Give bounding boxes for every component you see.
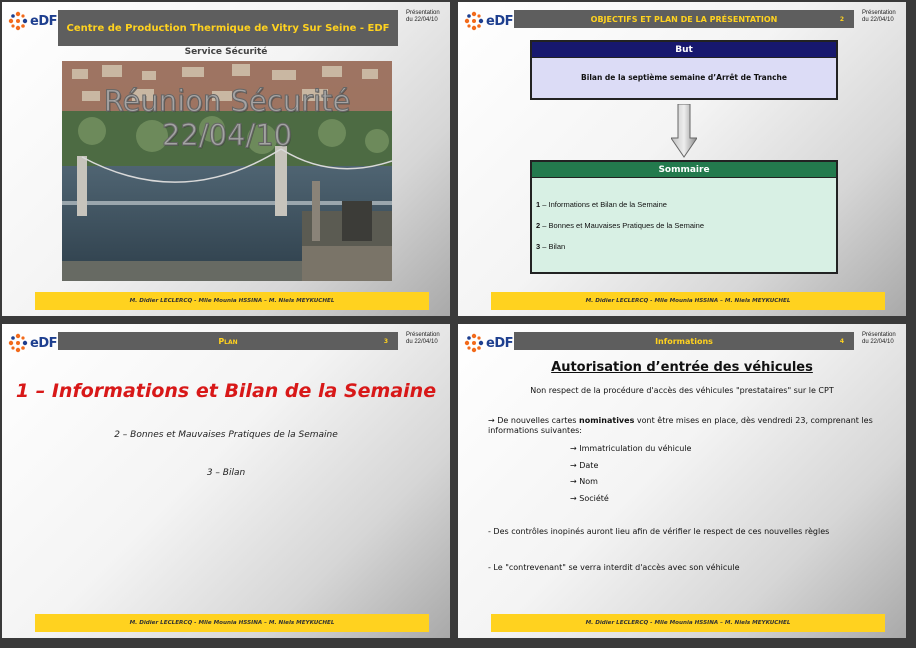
slide-footer: M. Didier LECLERCQ - Mlle Mounia HSSINA – M. Niels MEYKUCHEL <box>491 614 885 632</box>
service-label: Service Sécurité <box>184 47 268 57</box>
edf-flower-icon <box>8 11 28 31</box>
edf-logo-text: eDF <box>30 335 57 351</box>
down-arrow-icon <box>671 104 697 158</box>
slide-title: Centre de Production Thermique de Vitry Sur Seine - EDF <box>58 10 398 46</box>
section-heading: Autorisation d’entrée des véhicules <box>551 360 813 375</box>
edf-flower-icon <box>8 333 28 353</box>
slide-2 <box>458 2 906 316</box>
edf-logo <box>464 10 513 32</box>
list-item: 3 – Bilan <box>536 242 566 251</box>
section-subtitle: Non respect de la procédure d'accès des véhicules "prestataires" sur le CPT <box>530 386 834 395</box>
but-header: But <box>532 42 836 58</box>
slide-number: 3 <box>383 337 388 345</box>
card-info-list <box>570 444 691 510</box>
but-box <box>530 40 838 100</box>
sommaire-list <box>532 178 836 251</box>
presentation-date-text: du 22/04/10 <box>862 339 894 345</box>
presentation-label: Présentation <box>862 10 896 16</box>
list-item: → Société <box>570 493 609 503</box>
presentation-label: Présentation <box>406 10 440 16</box>
presentation-date <box>862 10 902 24</box>
headline-line1: Réunion Sécurité <box>103 84 351 118</box>
edf-flower-icon <box>464 11 484 31</box>
slide-4 <box>458 324 906 638</box>
presentation-date-text: du 22/04/10 <box>406 339 438 345</box>
slide-title: Plan <box>218 336 238 346</box>
slide-3 <box>2 324 450 638</box>
headline-line2: 22/04/10 <box>161 118 293 152</box>
slide-title-bar <box>514 332 854 350</box>
presentation-date-text: du 22/04/10 <box>406 17 438 23</box>
sommaire-box <box>530 160 838 274</box>
edf-logo <box>8 332 57 354</box>
slide-title-bar <box>58 332 398 350</box>
plan-item-current: 1 – Informations et Bilan de la Semaine <box>15 380 437 402</box>
slide-footer: M. Didier LECLERCQ - Mlle Mounia HSSINA – M. Niels MEYKUCHEL <box>491 292 885 310</box>
slide-number: 2 <box>839 15 844 23</box>
slide-title: OBJECTIFS ET PLAN DE LA PRÉSENTATION <box>590 14 778 24</box>
meeting-headline <box>62 84 392 152</box>
but-text: Bilan de la septième semaine d’Arrêt de Tranche <box>581 73 787 82</box>
edf-flower-icon <box>464 333 484 353</box>
paragraph-controls: - Des contrôles inopinés auront lieu afin de vérifier le respect de ces nouvelles règles <box>488 527 830 536</box>
slide-number: 4 <box>839 337 844 345</box>
list-item: → Date <box>570 460 599 470</box>
plan-item: 3 – Bilan <box>206 468 246 478</box>
edf-logo <box>8 10 57 32</box>
presentation-label: Présentation <box>862 332 896 338</box>
list-item: 1 – Informations et Bilan de la Semaine <box>536 200 667 209</box>
edf-logo <box>464 332 513 354</box>
edf-logo-text: eDF <box>30 13 57 29</box>
list-item: 2 – Bonnes et Mauvaises Pratiques de la Semaine <box>536 221 705 230</box>
paragraph-cards: → De nouvelles cartes nominatives vont être mises en place, dès vendredi 23, comprenant les informations suivantes: <box>488 416 873 435</box>
list-item: → Immatriculation du véhicule <box>570 444 692 453</box>
presentation-date <box>406 332 446 346</box>
presentation-label: Présentation <box>406 332 440 338</box>
plan-item: 2 – Bonnes et Mauvaises Pratiques de la Semaine <box>114 430 338 440</box>
edf-logo-text: eDF <box>486 335 513 351</box>
sommaire-header: Sommaire <box>532 162 836 178</box>
slide-1 <box>2 2 450 316</box>
presentation-date <box>406 10 446 24</box>
slide-footer: M. Didier LECLERCQ - Mlle Mounia HSSINA – M. Niels MEYKUCHEL <box>35 614 429 632</box>
paragraph-offender: - Le "contrevenant" se verra interdit d'accès avec son véhicule <box>488 563 740 572</box>
edf-logo-text: eDF <box>486 13 513 29</box>
slide-footer: M. Didier LECLERCQ - Mlle Mounia HSSINA – M. Niels MEYKUCHEL <box>35 292 429 310</box>
presentation-date-text: du 22/04/10 <box>862 17 894 23</box>
list-item: → Nom <box>570 477 598 486</box>
slide-title: Informations <box>655 336 713 346</box>
slide-title-bar <box>514 10 854 28</box>
presentation-date <box>862 332 902 346</box>
